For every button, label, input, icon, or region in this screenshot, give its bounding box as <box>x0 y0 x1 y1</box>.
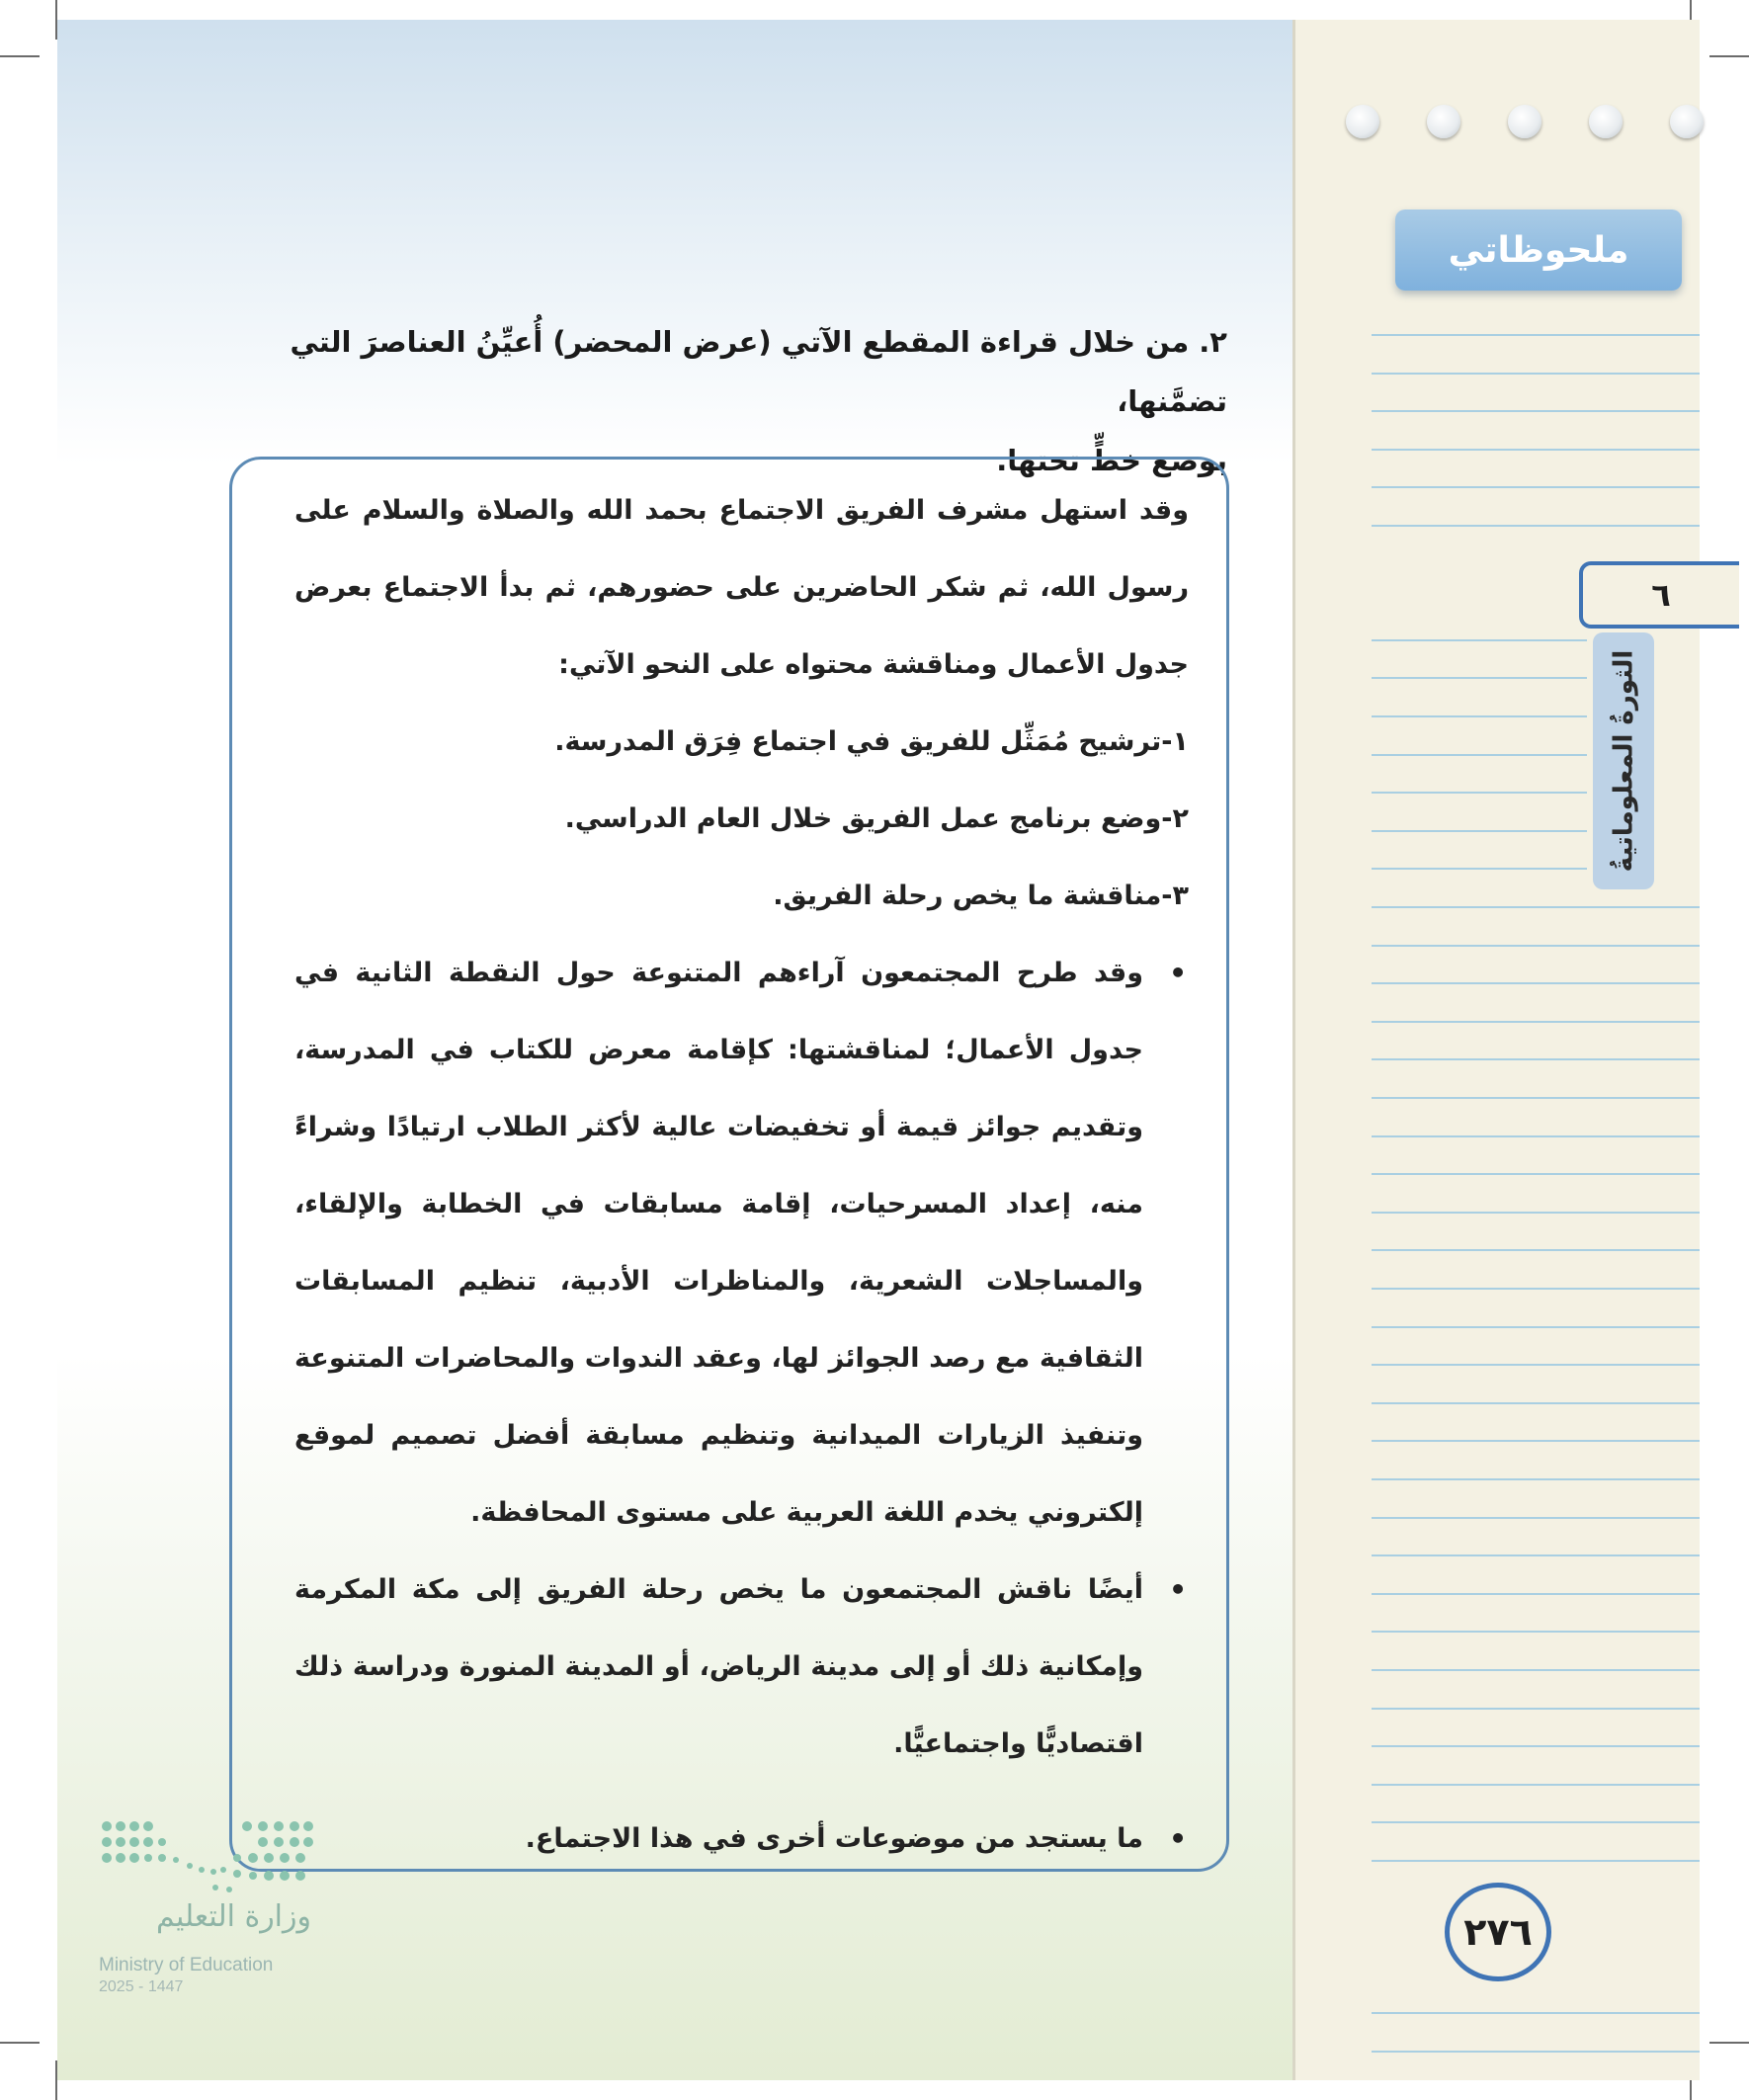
excerpt-text <box>294 472 1189 1878</box>
chapter-title-tab <box>1593 632 1654 889</box>
chapter-number: ٦ <box>1579 561 1739 629</box>
note-line <box>1372 1212 1700 1214</box>
binder-ring <box>1589 105 1623 138</box>
crop-mark <box>0 55 40 57</box>
note-line <box>1372 1478 1700 1480</box>
note-line <box>1372 906 1700 908</box>
binder-ring <box>1508 105 1541 138</box>
note-line <box>1372 1593 1700 1595</box>
note-line <box>1372 639 1587 641</box>
note-line <box>1372 1440 1700 1442</box>
agenda-item: ١-ترشيح مُمَثِّل للفريق في اجتماع فِرَق المدرسة. <box>554 726 1189 757</box>
note-line <box>1372 1631 1700 1633</box>
note-line <box>1372 1097 1700 1099</box>
note-line <box>1372 1249 1700 1251</box>
agenda-item: ٣-مناقشة ما يخص رحلة الفريق. <box>773 881 1189 911</box>
crop-mark <box>1709 2042 1749 2044</box>
ministry-dots-icon <box>99 1816 316 1895</box>
agenda-item: ٢-وضع برنامج عمل الفريق خلال العام الدراسي. <box>564 803 1189 834</box>
note-line <box>1372 1288 1700 1290</box>
note-line <box>1372 1821 1700 1823</box>
note-line <box>1372 945 1700 947</box>
chapter-title: الثورةُ المعلوماتيةُ <box>1609 649 1638 873</box>
note-line <box>1372 677 1587 679</box>
note-line <box>1372 2012 1700 2014</box>
note-line <box>1372 449 1700 451</box>
note-line <box>1372 982 1700 984</box>
note-line <box>1372 525 1700 527</box>
note-line <box>1372 1135 1700 1137</box>
note-line <box>1372 715 1587 717</box>
note-line <box>1372 1021 1700 1023</box>
note-line <box>1372 1364 1700 1366</box>
discussion-bullet: • أيضًا ناقش المجتمعون ما يخص رحلة الفريق إلى مكة المكرمة وإمكانية ذلك أو إلى مدينة الرياض، أو المدينة المنورة ودراسة ذلك اقتصاديًّا واجتماعيًّا. <box>294 1552 1143 1783</box>
crop-mark <box>1709 55 1749 57</box>
note-line <box>1372 410 1700 412</box>
note-line <box>1372 1669 1700 1671</box>
ministry-logo <box>99 1816 326 2004</box>
note-line <box>1372 754 1587 756</box>
note-line <box>1372 1326 1700 1328</box>
discussion-bullet: • وقد طرح المجتمعون آراءهم المتنوعة حول النقطة الثانية في جدول الأعمال؛ لمناقشتها: كإقامة معرض للكتاب في المدرسة، وتقديم جوائز قيمة أو تخفيضات عالية لأكثر الطلاب ارتيادًا وشراءً منه، إعداد المسرحيات، إقامة مسابقات في الخطابة والإلقاء، والمساجلات الشعرية، والمناظرات الأدبية، تنظيم المسابقات الثقافية مع رصد الجوائز لها، وعقد الندوات والمحاضرات المتنوعة وتنفيذ الزيارات الميدانية وتنظيم مسابقة أفضل تصميم لموقع إلكتروني يخدم اللغة العربية على مستوى المحافظة. <box>294 935 1143 1552</box>
ministry-name-english: Ministry of Education <box>99 1955 274 1975</box>
binder-ring <box>1346 105 1379 138</box>
note-line <box>1372 1173 1700 1175</box>
notes-panel <box>1292 20 1700 2080</box>
note-line <box>1372 1708 1700 1710</box>
question-line-1: ٢. من خلال قراءة المقطع الآتي (عرض المحضر) أُعيِّنُ العناصرَ التي تضمَّنها، <box>290 325 1227 418</box>
note-line <box>1372 1784 1700 1786</box>
note-line <box>1372 334 1700 336</box>
notes-title: ملحوظاتي <box>1395 210 1682 291</box>
ministry-name-arabic: وزارة التعليم <box>155 1899 311 1934</box>
note-line <box>1372 830 1587 832</box>
note-line <box>1372 486 1700 488</box>
ministry-year: 2025 - 1447 <box>99 1978 184 1995</box>
note-line <box>1372 1517 1700 1519</box>
binder-ring <box>1670 105 1704 138</box>
note-line <box>1372 1554 1700 1556</box>
discussion-bullet: • ما يستجد من موضوعات أخرى في هذا الاجتماع. <box>294 1801 1143 1878</box>
question-line-2: بوضع خطٍّ تحتها. <box>996 444 1227 477</box>
note-line <box>1372 1402 1700 1404</box>
discussion-list <box>294 935 1189 1878</box>
note-line <box>1372 373 1700 375</box>
crop-mark <box>0 2042 40 2044</box>
note-line <box>1372 1745 1700 1747</box>
note-line <box>1372 868 1587 870</box>
note-line <box>1372 792 1587 794</box>
page-number: ٢٧٦ <box>1445 1883 1551 1981</box>
note-line <box>1372 1058 1700 1060</box>
excerpt-intro: وقد استهل مشرف الفريق الاجتماع بحمد الله والصلاة والسلام على رسول الله، ثم شكر الحاضرين على حضورهم، ثم بدأ الاجتماع بعرض جدول الأعمال ومناقشة محتواه على النحو الآتي: <box>294 495 1189 680</box>
note-line <box>1372 2051 1700 2053</box>
note-line <box>1372 1860 1700 1862</box>
binder-ring <box>1427 105 1460 138</box>
